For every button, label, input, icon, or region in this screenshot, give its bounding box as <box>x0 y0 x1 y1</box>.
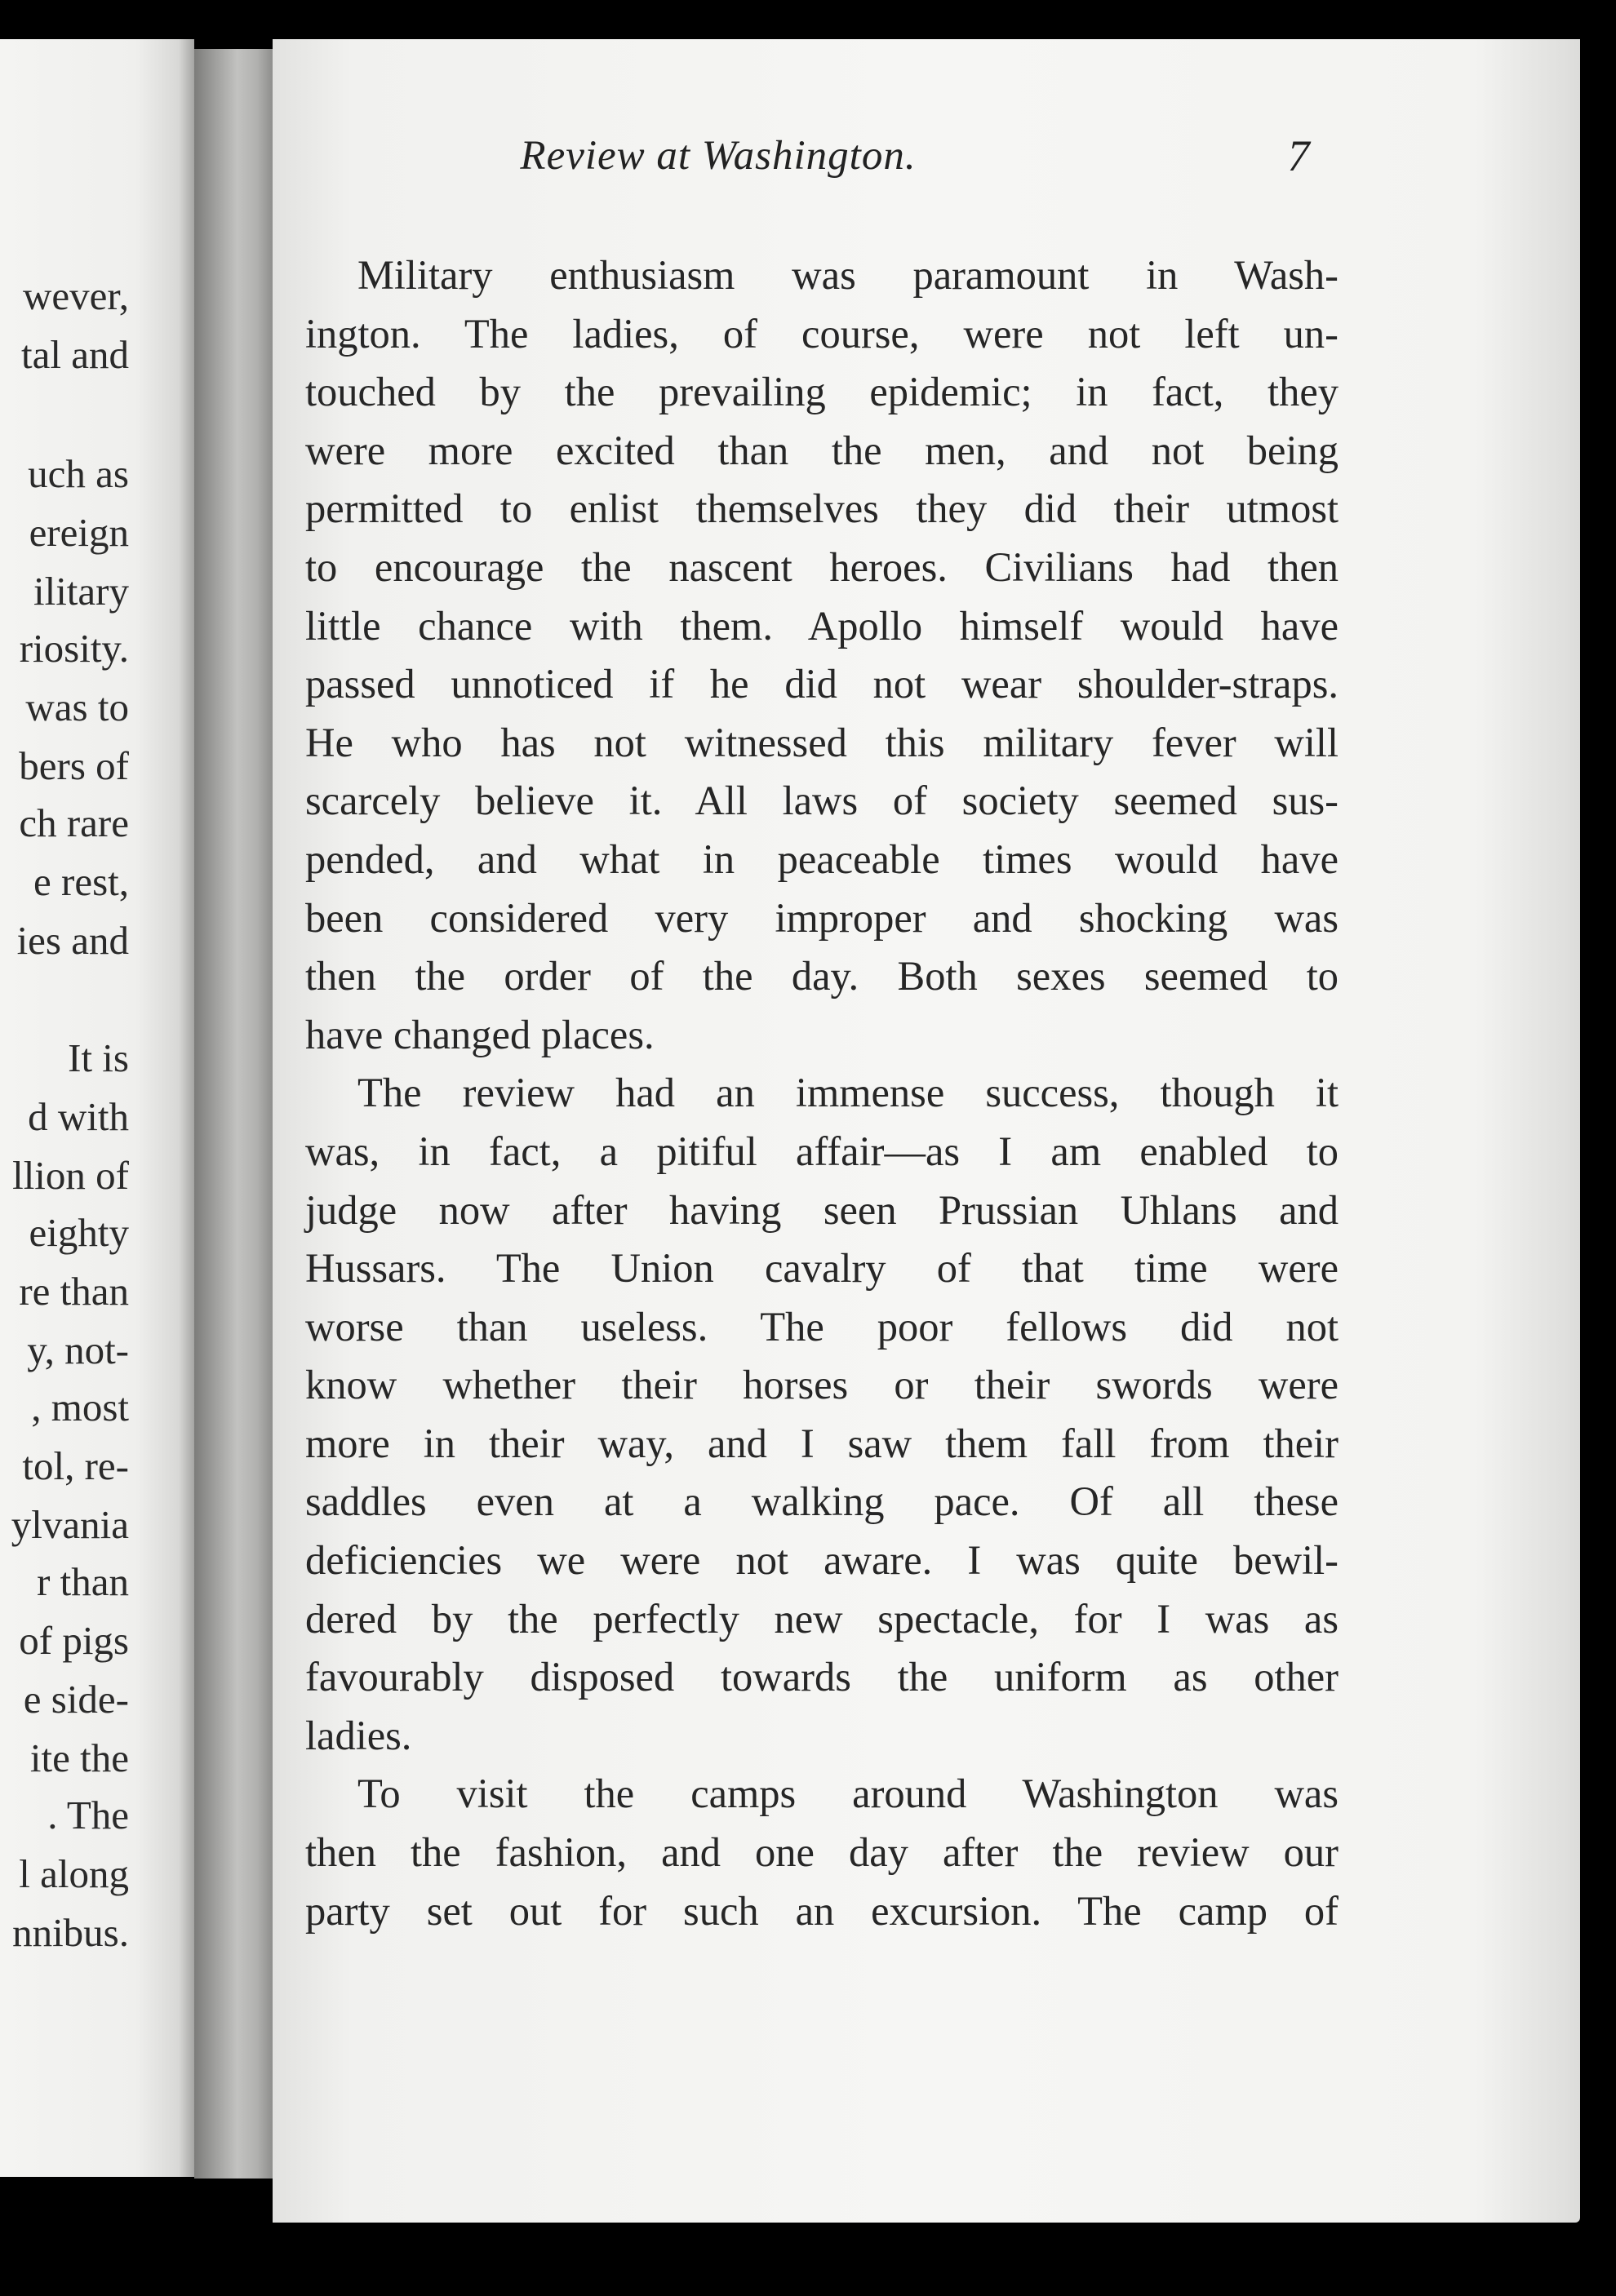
previous-page-line: . The <box>47 1793 129 1837</box>
previous-page-line: ilitary <box>33 569 129 614</box>
text-line: have changed places. <box>305 1011 655 1057</box>
text-line: Military enthusiasm was paramount in Wash- <box>357 252 1339 298</box>
previous-page-line: re than <box>19 1269 129 1314</box>
text-line: party set out for such an excursion. The camp of <box>305 1887 1339 1934</box>
running-head: Review at Washington. <box>520 133 917 179</box>
previous-page-line: ite the <box>29 1735 129 1780</box>
previous-page-line: ies and <box>16 918 129 963</box>
page-number: 7 <box>1287 131 1310 180</box>
previous-page-line: r than <box>37 1559 129 1604</box>
page-body-text <box>305 246 1339 1940</box>
previous-page-line: wever, <box>23 273 129 318</box>
text-line: judge now after having seen Prussian Uhlans and <box>305 1186 1339 1233</box>
text-line: more in their way, and I saw them fall from their <box>305 1420 1339 1466</box>
previous-page-line: e side- <box>23 1677 129 1722</box>
previous-page-line: uch as <box>28 451 129 496</box>
text-line: know whether their horses or their swords were <box>305 1362 1339 1408</box>
previous-page-line: llion of <box>12 1153 129 1198</box>
book-gutter <box>194 49 273 2179</box>
text-line: favourably disposed towards the uniform as other <box>305 1654 1339 1700</box>
previous-page-line: was to <box>25 685 129 729</box>
previous-page-line: y, not- <box>27 1328 129 1372</box>
text-line: pended, and what in peaceable times would have <box>305 836 1339 882</box>
previous-page-line: of pigs <box>19 1618 129 1663</box>
text-line: ladies. <box>305 1712 412 1758</box>
previous-page-line: riosity. <box>19 626 129 671</box>
previous-page-line: nnibus. <box>12 1910 129 1955</box>
previous-page-line: , most <box>31 1385 129 1429</box>
previous-page-line: e rest, <box>33 859 129 904</box>
text-line: saddles even at a walking pace. Of all these <box>305 1478 1339 1525</box>
previous-page-fragment <box>0 39 194 2177</box>
text-line: permitted to enlist themselves they did their utmost <box>305 485 1339 532</box>
text-line: passed unnoticed if he did not wear shoulder-straps. <box>305 661 1339 707</box>
previous-page-line: l along <box>19 1851 129 1896</box>
previous-page-line: d with <box>28 1094 129 1139</box>
text-line: was, in fact, a pitiful affair—as I am enabled to <box>305 1128 1339 1174</box>
text-line: then the fashion, and one day after the review our <box>305 1829 1339 1876</box>
text-line: The review had an immense success, though it <box>357 1070 1339 1116</box>
text-line: to encourage the nascent heroes. Civilians had then <box>305 543 1339 590</box>
text-line: little chance with them. Apollo himself would have <box>305 602 1339 649</box>
text-line: To visit the camps around Washington was <box>357 1771 1339 1817</box>
previous-page-line: ch rare <box>19 800 129 845</box>
previous-page-line: tol, re- <box>22 1443 129 1488</box>
text-line: Hussars. The Union cavalry of that time were <box>305 1245 1339 1292</box>
previous-page-line: ereign <box>29 510 129 555</box>
previous-page-line: eighty <box>29 1210 129 1255</box>
previous-page-line: bers of <box>19 743 129 788</box>
text-line: were more excited than the men, and not being <box>305 427 1339 473</box>
text-line: been considered very improper and shocking was <box>305 894 1339 941</box>
text-line: dered by the perfectly new spectacle, for I was as <box>305 1595 1339 1642</box>
previous-page-line: ylvania <box>11 1502 129 1547</box>
text-line: touched by the prevailing epidemic; in fact, they <box>305 369 1339 415</box>
previous-page-line: tal and <box>21 332 129 377</box>
previous-page-line: It is <box>68 1035 129 1080</box>
text-line: scarcely believe it. All laws of society seemed sus- <box>305 778 1339 824</box>
text-line: then the order of the day. Both sexes seemed to <box>305 953 1339 1000</box>
text-line: ington. The ladies, of course, were not left un- <box>305 310 1339 357</box>
text-line: deficiencies we were not aware. I was quite bewil- <box>305 1537 1339 1584</box>
text-line: worse than useless. The poor fellows did not <box>305 1303 1339 1350</box>
text-line: He who has not witnessed this military fever will <box>305 719 1339 765</box>
